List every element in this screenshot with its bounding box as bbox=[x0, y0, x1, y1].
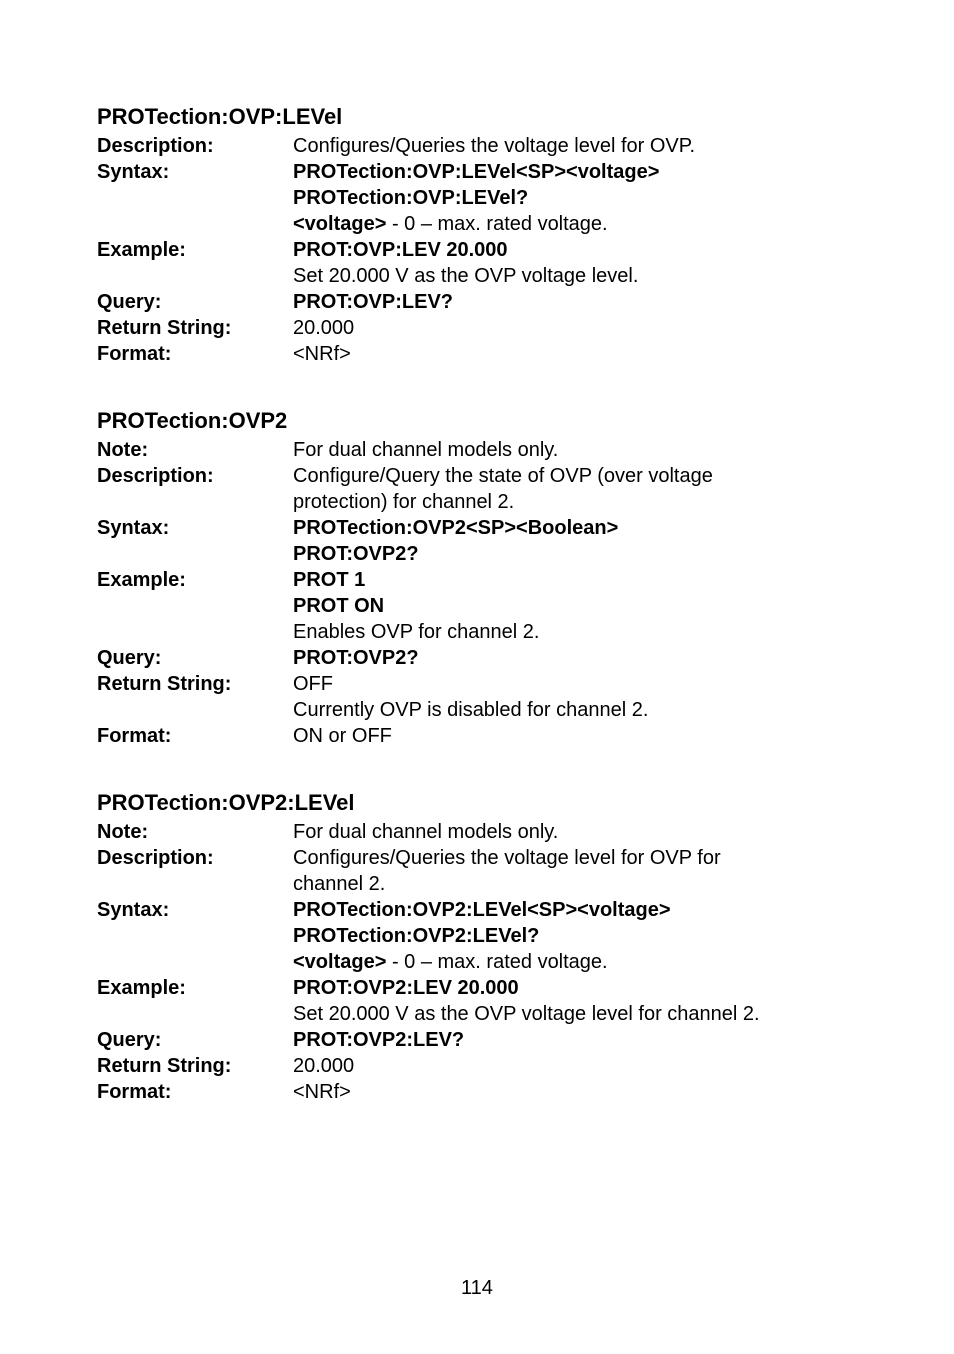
field-label: Description: bbox=[97, 465, 214, 487]
parameter-description bbox=[293, 949, 897, 975]
note-text: For dual channel models only. bbox=[293, 439, 559, 461]
field-label: Example: bbox=[97, 569, 186, 591]
parameter-range: - 0 – max. rated voltage. bbox=[386, 213, 608, 235]
field-row-note bbox=[97, 819, 897, 845]
syntax-command: PROTection:OVP2:LEVel<SP><voltage> bbox=[293, 899, 671, 921]
note-text: For dual channel models only. bbox=[293, 821, 559, 843]
field-row-example bbox=[97, 237, 897, 289]
field-values bbox=[293, 567, 897, 645]
field-values bbox=[293, 515, 897, 567]
query-command: PROT:OVP2? bbox=[293, 647, 419, 669]
field-text: Configures/Queries the voltage level for OVP. bbox=[293, 135, 696, 157]
field-values bbox=[293, 315, 897, 341]
syntax-command: PROTection:OVP:LEVel<SP><voltage> bbox=[293, 161, 660, 183]
field-row-query bbox=[97, 1027, 897, 1053]
field-values bbox=[293, 819, 897, 845]
syntax-query: PROT:OVP2? bbox=[293, 543, 419, 565]
field-row-query bbox=[97, 645, 897, 671]
field-label: Syntax: bbox=[97, 899, 170, 921]
return-explanation: Currently OVP is disabled for channel 2. bbox=[293, 699, 649, 721]
field-row-query bbox=[97, 289, 897, 315]
field-label: Return String: bbox=[97, 1055, 232, 1077]
parameter-name: <voltage> bbox=[293, 213, 387, 235]
field-label: Query: bbox=[97, 647, 162, 669]
field-label: Return String: bbox=[97, 317, 232, 339]
field-values bbox=[293, 723, 897, 749]
field-text: Configures/Queries the voltage level for OVP for bbox=[293, 847, 721, 869]
field-row-note bbox=[97, 437, 897, 463]
field-text: protection) for channel 2. bbox=[293, 491, 515, 513]
command-section-ovp2-level bbox=[97, 787, 897, 1105]
field-values bbox=[293, 845, 897, 897]
field-label: Format: bbox=[97, 725, 172, 747]
field-text: Configure/Query the state of OVP (over voltage bbox=[293, 465, 713, 487]
section-title: PROTection:OVP:LEVel bbox=[97, 104, 343, 129]
syntax-query: PROTection:OVP2:LEVel? bbox=[293, 925, 540, 947]
field-values bbox=[293, 289, 897, 315]
field-label: Example: bbox=[97, 977, 186, 999]
parameter-description bbox=[293, 211, 897, 237]
field-values bbox=[293, 671, 897, 723]
parameter-range: - 0 – max. rated voltage. bbox=[386, 951, 608, 973]
field-values bbox=[293, 1027, 897, 1053]
format-value: <NRf> bbox=[293, 1081, 351, 1103]
return-value: OFF bbox=[293, 673, 333, 695]
section-title: PROTection:OVP2:LEVel bbox=[97, 790, 355, 815]
field-values bbox=[293, 1079, 897, 1105]
parameter-name: <voltage> bbox=[293, 951, 387, 973]
field-label: Query: bbox=[97, 291, 162, 313]
command-section-ovp2 bbox=[97, 405, 897, 749]
example-explanation: Set 20.000 V as the OVP voltage level. bbox=[293, 265, 639, 287]
field-row-format bbox=[97, 1079, 897, 1105]
return-value: 20.000 bbox=[293, 317, 355, 339]
field-row-syntax bbox=[97, 515, 897, 567]
field-row-return-string bbox=[97, 671, 897, 723]
command-section-ovp-level bbox=[97, 101, 897, 367]
format-value: <NRf> bbox=[293, 343, 351, 365]
field-values bbox=[293, 645, 897, 671]
field-row-description bbox=[97, 463, 897, 515]
example-command: PROT:OVP:LEV 20.000 bbox=[293, 239, 508, 261]
field-label: Example: bbox=[97, 239, 186, 261]
field-values bbox=[293, 159, 897, 237]
example-command: PROT ON bbox=[293, 595, 385, 617]
syntax-query: PROTection:OVP:LEVel? bbox=[293, 187, 529, 209]
section-title: PROTection:OVP2 bbox=[97, 408, 288, 433]
field-values bbox=[293, 975, 897, 1027]
format-value: ON or OFF bbox=[293, 725, 392, 747]
field-row-syntax bbox=[97, 897, 897, 975]
syntax-command: PROTection:OVP2<SP><Boolean> bbox=[293, 517, 619, 539]
query-command: PROT:OVP:LEV? bbox=[293, 291, 454, 313]
field-values bbox=[293, 237, 897, 289]
field-text: channel 2. bbox=[293, 873, 386, 895]
field-values bbox=[293, 897, 897, 975]
field-row-return-string bbox=[97, 1053, 897, 1079]
field-label: Format: bbox=[97, 1081, 172, 1103]
query-command: PROT:OVP2:LEV? bbox=[293, 1029, 465, 1051]
field-label: Description: bbox=[97, 135, 214, 157]
example-command: PROT:OVP2:LEV 20.000 bbox=[293, 977, 519, 999]
field-label: Format: bbox=[97, 343, 172, 365]
field-row-example bbox=[97, 567, 897, 645]
field-row-description bbox=[97, 845, 897, 897]
field-row-format bbox=[97, 723, 897, 749]
field-values bbox=[293, 341, 897, 367]
field-label: Query: bbox=[97, 1029, 162, 1051]
field-values bbox=[293, 437, 897, 463]
field-row-example bbox=[97, 975, 897, 1027]
field-label: Syntax: bbox=[97, 161, 170, 183]
field-row-return-string bbox=[97, 315, 897, 341]
example-command: PROT 1 bbox=[293, 569, 366, 591]
field-label: Note: bbox=[97, 821, 149, 843]
example-explanation: Set 20.000 V as the OVP voltage level for channel 2. bbox=[293, 1003, 760, 1025]
field-label: Description: bbox=[97, 847, 214, 869]
field-label: Note: bbox=[97, 439, 149, 461]
document-page bbox=[97, 101, 897, 1143]
field-label: Syntax: bbox=[97, 517, 170, 539]
example-explanation: Enables OVP for channel 2. bbox=[293, 621, 540, 643]
page-number: 114 bbox=[461, 1277, 493, 1299]
field-row-format bbox=[97, 341, 897, 367]
field-row-description bbox=[97, 133, 897, 159]
field-values bbox=[293, 133, 897, 159]
field-row-syntax bbox=[97, 159, 897, 237]
field-values bbox=[293, 1053, 897, 1079]
field-values bbox=[293, 463, 897, 515]
field-label: Return String: bbox=[97, 673, 232, 695]
return-value: 20.000 bbox=[293, 1055, 355, 1077]
